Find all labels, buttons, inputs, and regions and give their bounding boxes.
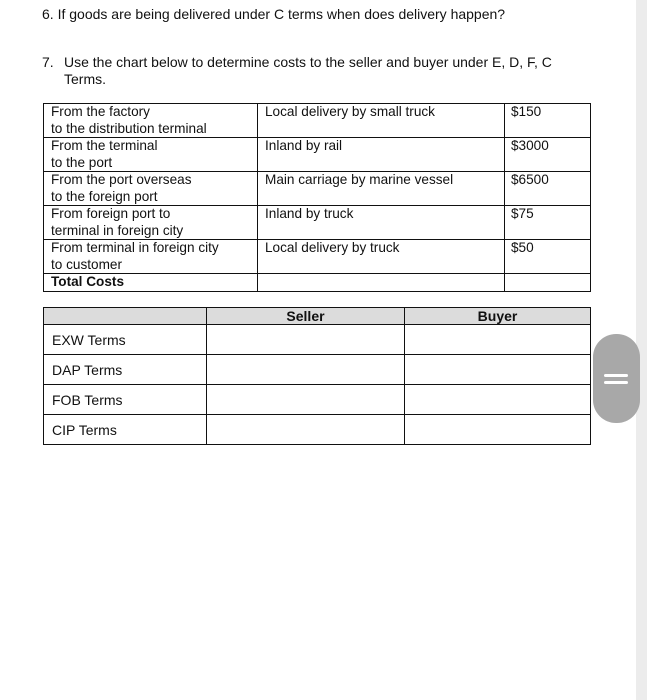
cost-leg-cell bbox=[44, 172, 258, 206]
cost-leg-cell bbox=[44, 206, 258, 240]
seller-answer-cell bbox=[207, 355, 405, 385]
seller-answer-cell bbox=[207, 325, 405, 355]
cost-row bbox=[44, 240, 591, 274]
buyer-answer-cell bbox=[405, 325, 591, 355]
cost-row bbox=[44, 138, 591, 172]
buyer-answer-cell bbox=[405, 355, 591, 385]
shipping-cost-table bbox=[43, 103, 591, 292]
cost-leg-cell bbox=[44, 104, 258, 138]
terms-label: FOB Terms bbox=[44, 385, 207, 415]
cost-price-cell: $50 bbox=[505, 240, 591, 274]
cost-leg-line: From the terminal bbox=[51, 138, 158, 153]
cost-leg-line: From foreign port to bbox=[51, 206, 171, 221]
seller-answer-cell bbox=[207, 415, 405, 445]
total-costs-label: Total Costs bbox=[44, 274, 258, 292]
question-6-number: 6. bbox=[42, 6, 54, 22]
cost-leg-line: to the distribution terminal bbox=[51, 120, 207, 136]
question-6 bbox=[42, 6, 505, 23]
cost-mode-cell: Inland by rail bbox=[258, 138, 505, 172]
cost-mode-cell: Main carriage by marine vessel bbox=[258, 172, 505, 206]
question-6-text: If goods are being delivered under C terms when does delivery happen? bbox=[57, 6, 506, 22]
terms-row bbox=[44, 385, 591, 415]
terms-row bbox=[44, 325, 591, 355]
total-costs-empty-cell bbox=[258, 274, 505, 292]
cost-mode-cell: Local delivery by truck bbox=[258, 240, 505, 274]
seller-answer-cell bbox=[207, 385, 405, 415]
question-7-text: Use the chart below to determine costs to the seller and buyer under E, D, F, C Terms. bbox=[64, 54, 552, 87]
cost-leg-line: terminal in foreign city bbox=[51, 222, 184, 238]
cost-row bbox=[44, 172, 591, 206]
question-7-number: 7. bbox=[42, 54, 54, 70]
terms-label: CIP Terms bbox=[44, 415, 207, 445]
cost-row bbox=[44, 104, 591, 138]
cost-price-cell: $6500 bbox=[505, 172, 591, 206]
buyer-answer-cell bbox=[405, 385, 591, 415]
terms-header-empty bbox=[44, 308, 207, 325]
cost-leg-cell bbox=[44, 138, 258, 172]
cost-leg-line: From the factory bbox=[51, 104, 150, 119]
incoterms-answer-table bbox=[43, 307, 591, 445]
cost-mode-cell: Inland by truck bbox=[258, 206, 505, 240]
seller-header: Seller bbox=[207, 308, 405, 325]
total-costs-row bbox=[44, 274, 591, 292]
cost-price-cell: $3000 bbox=[505, 138, 591, 172]
cost-price-cell: $75 bbox=[505, 206, 591, 240]
cost-leg-line: From the port overseas bbox=[51, 172, 192, 187]
cost-leg-line: to the port bbox=[51, 154, 113, 170]
terms-row bbox=[44, 415, 591, 445]
cost-leg-cell bbox=[44, 240, 258, 274]
terms-row bbox=[44, 355, 591, 385]
cost-price-cell: $150 bbox=[505, 104, 591, 138]
cost-leg-line: to the foreign port bbox=[51, 188, 158, 204]
buyer-answer-cell bbox=[405, 415, 591, 445]
terms-label: DAP Terms bbox=[44, 355, 207, 385]
cost-row bbox=[44, 206, 591, 240]
cost-leg-line: From terminal in foreign city bbox=[51, 240, 219, 255]
scroll-handle[interactable] bbox=[593, 334, 640, 423]
buyer-header: Buyer bbox=[405, 308, 591, 325]
terms-header-row bbox=[44, 308, 591, 325]
cost-mode-cell: Local delivery by small truck bbox=[258, 104, 505, 138]
total-costs-empty-cell bbox=[505, 274, 591, 292]
terms-label: EXW Terms bbox=[44, 325, 207, 355]
cost-leg-line: to customer bbox=[51, 256, 123, 272]
